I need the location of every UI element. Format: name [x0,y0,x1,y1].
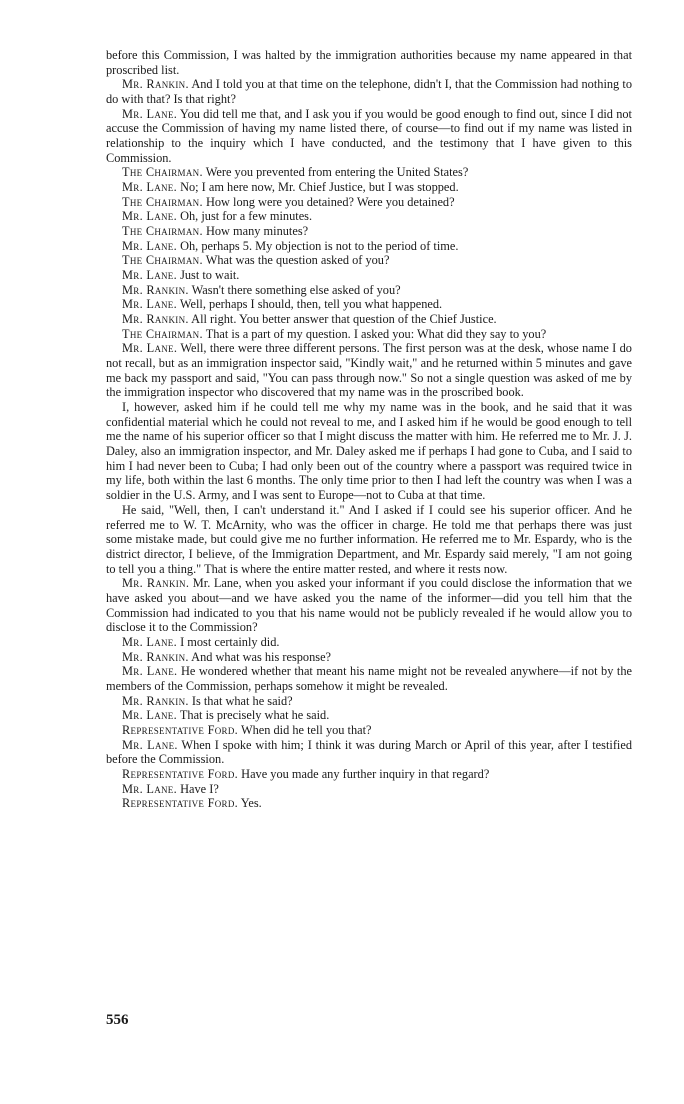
speaker-name: Mr. Lane. [122,634,177,649]
speaker-name: Mr. Lane. [122,180,177,195]
paragraph-text: Well, perhaps I should, then, tell you what happened. [179,297,443,312]
testimony-paragraph [106,782,632,797]
testimony-paragraph [106,664,632,693]
speaker-name: Mr. Lane. [122,238,177,253]
testimony-paragraph [106,503,632,576]
testimony-paragraph [106,708,632,723]
paragraph-text: Were you prevented from entering the United States? [205,165,469,180]
paragraph-text: How long were you detained? Were you detained? [205,194,455,209]
paragraph-text: before this Commission, I was halted by the immigration authorities because my name appeared in that proscribed list. [106,48,632,77]
paragraph-text: Is that what he said? [191,693,293,708]
speaker-name: Mr. Lane. [122,297,177,312]
speaker-name: Mr. Lane. [122,106,178,121]
testimony-paragraph [106,224,632,239]
speaker-name: Mr. Rankin. [122,576,190,591]
speaker-name: Mr. Lane. [122,268,177,283]
paragraph-text: All right. You better answer that question of the Chief Justice. [191,312,497,327]
paragraph-text: That is a part of my question. I asked you: What did they say to you? [205,326,547,341]
speaker-name: Mr. Rankin. [122,77,189,92]
transcript-body [106,48,632,811]
speaker-name: Mr. Lane. [122,341,178,356]
testimony-paragraph [106,165,632,180]
paragraph-text: He wondered whether that meant his name might not be revealed anywhere—if not by the members of the Commission, perhaps somehow it might be revealed. [106,664,632,693]
speaker-name: Representative Ford. [122,796,239,811]
speaker-name: Mr. Lane. [122,664,178,679]
testimony-paragraph [106,107,632,166]
testimony-paragraph [106,239,632,254]
paragraph-text: Have I? [180,781,219,796]
speaker-name: The Chairman. [122,194,203,209]
speaker-name: Mr. Lane. [122,209,177,224]
testimony-paragraph [106,738,632,767]
speaker-name: The Chairman. [122,224,203,239]
testimony-paragraph [106,576,632,635]
paragraph-text: Have you made any further inquiry in that regard? [241,766,490,781]
speaker-name: Mr. Rankin. [122,312,189,327]
paragraph-text: He said, "Well, then, I can't understand it." And I asked if I could see his superior officer. And he referred me to W. T. McArnity, who was the officer in charge. He told me that perhaps there was just some mistake made, but could give me no further information. He referred me to Mr. Espardy, who is the district director, I believe, of the Immigration Department, and Mr. Espardy said merely, "I am not going to tell you a thing." That is where the entire matter rested, and where it rests now. [106,502,632,576]
paragraph-text: I, however, asked him if he could tell me why my name was in the book, and he said that it was confidential material which he could not reveal to me, and I asked him if he would be good enough to tell me the name of his superior officer so that I might discuss the matter with him. He referred me to Mr. J. J. Daley, also an immigration inspector, and Mr. Daley asked me if perhaps I had gone to Cuba, and I said to him I had never been to Cuba; I had only been out of the country where a passport was required twice in my life, both within the last 6 months. The only time prior to then I had left the country was when I was a soldier in the U.S. Army, and I was sent to Europe—not to Cuba at that time. [106,400,632,503]
speaker-name: Mr. Rankin. [122,649,189,664]
testimony-paragraph [106,400,632,503]
paragraph-text: What was the question asked of you? [205,253,390,268]
paragraph-text: Yes. [240,796,262,811]
speaker-name: The Chairman. [122,165,203,180]
paragraph-text: And I told you at that time on the telephone, didn't I, that the Commission had nothing to do with that? Is that right? [106,77,632,107]
speaker-name: Representative Ford. [122,766,239,781]
testimony-paragraph [106,297,632,312]
paragraph-text: When did he tell you that? [240,722,372,737]
paragraph-text: Oh, perhaps 5. My objection is not to the period of time. [180,238,459,253]
testimony-paragraph [106,796,632,811]
paragraph-text: You did tell me that, and I ask you if you would be good enough to find out, since I did not accuse the Commission of having my name listed there, of course—to find out if my name was listed in relationship to the inquiry which I have conducted, and the testimony that I have given to this Commission. [106,106,632,165]
testimony-paragraph [106,341,632,400]
testimony-paragraph [106,767,632,782]
paragraph-text: How many minutes? [205,224,309,239]
speaker-name: The Chairman. [122,253,203,268]
paragraph-text: Just to wait. [180,268,240,283]
paragraph-text: Mr. Lane, when you asked your informant if you could disclose the information that we have asked you about—and we have asked you the name of the informer—did you tell him that the Commission had indicated to you that his name would not be publicly revealed if he would allow you to disclose it to the Commission? [106,576,632,635]
speaker-name: Representative Ford. [122,722,239,737]
paragraph-text: When I spoke with him; I think it was during March or April of this year, after I testified before the Commission. [106,737,633,767]
testimony-paragraph [106,195,632,210]
paragraph-text: Well, there were three different persons. The first person was at the desk, whose name I do not recall, but as an immigration inspector said, "Kindly wait," and he returned within 5 minutes and gave me back my passport and said, "You can pass through now." So not a single question was asked of me by the immigration inspector who discovered that my name was in the proscribed book. [106,341,632,400]
testimony-paragraph [106,723,632,738]
testimony-paragraph [106,268,632,283]
paragraph-text: And what was his response? [191,649,332,664]
speaker-name: Mr. Rankin. [122,282,189,297]
page-number: 556 [106,1012,129,1028]
testimony-paragraph [106,694,632,709]
testimony-paragraph [106,209,632,224]
testimony-paragraph [106,48,632,77]
speaker-name: Mr. Lane. [122,708,177,723]
paragraph-text: That is precisely what he said. [179,708,330,723]
testimony-paragraph [106,180,632,195]
speaker-name: Mr. Rankin. [122,693,189,708]
speaker-name: Mr. Lane. [122,737,178,752]
paragraph-text: Oh, just for a few minutes. [180,209,313,224]
testimony-paragraph [106,77,632,106]
testimony-paragraph [106,650,632,665]
testimony-paragraph [106,312,632,327]
testimony-paragraph [106,283,632,298]
speaker-name: Mr. Lane. [122,781,177,796]
paragraph-text: I most certainly did. [180,634,280,649]
testimony-paragraph [106,253,632,268]
speaker-name: The Chairman. [122,326,203,341]
paragraph-text: No; I am here now, Mr. Chief Justice, but I was stopped. [180,180,459,195]
testimony-paragraph [106,327,632,342]
paragraph-text: Wasn't there something else asked of you? [191,282,401,297]
testimony-paragraph [106,635,632,650]
